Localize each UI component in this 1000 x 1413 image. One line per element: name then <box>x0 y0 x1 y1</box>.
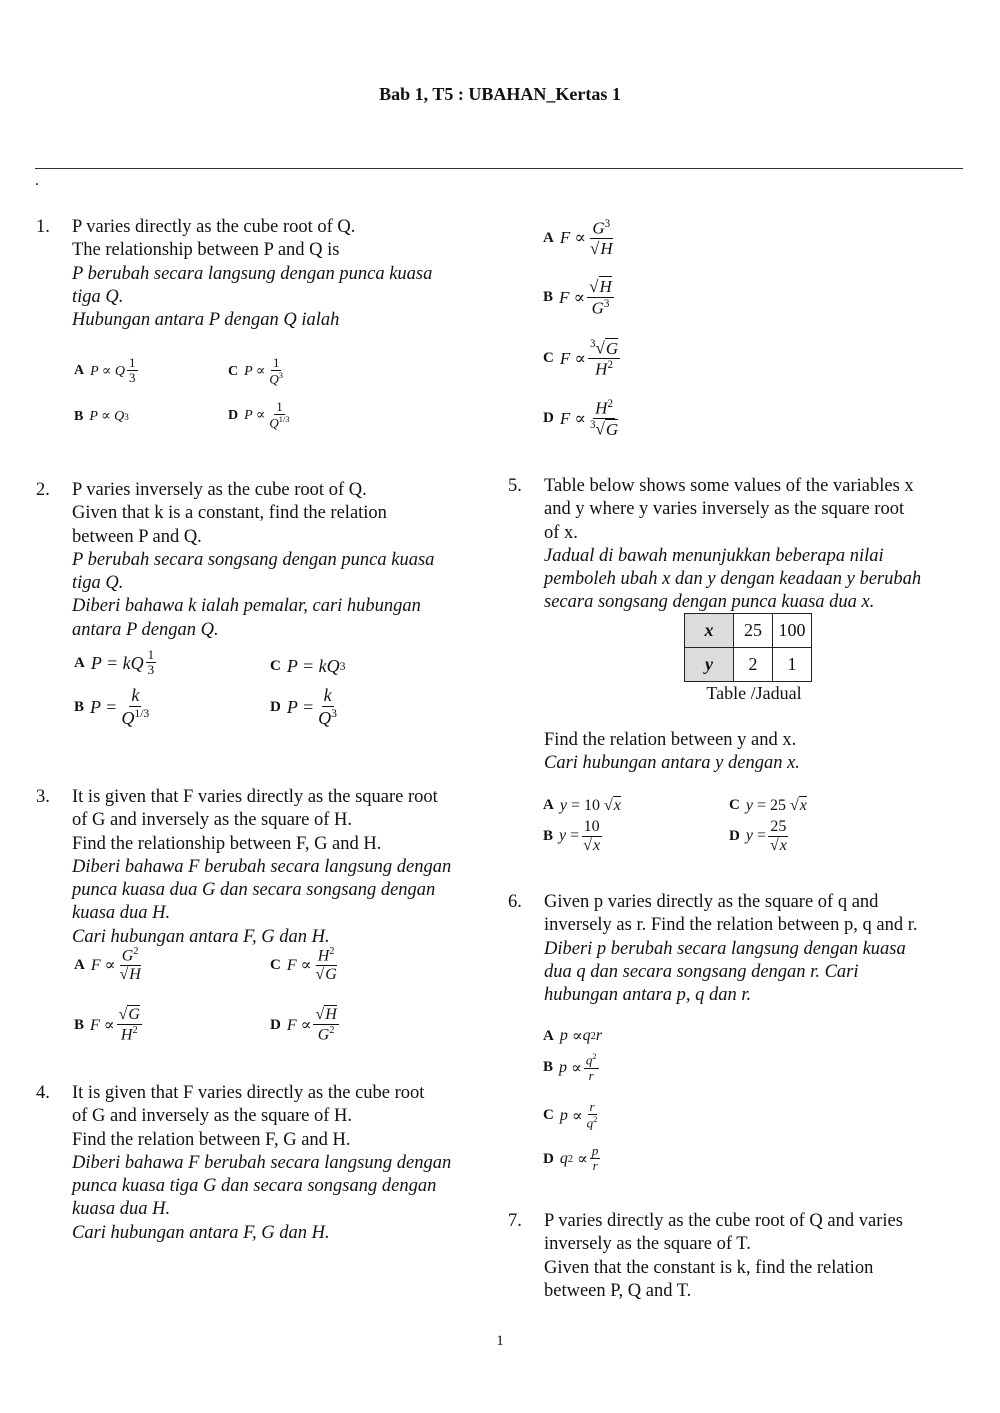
question-text <box>72 216 492 332</box>
question-line: of x. <box>544 522 578 543</box>
question-line: between P and Q. <box>72 526 202 547</box>
question-line: inversely as r. Find the relation between p, q and r. <box>544 915 918 936</box>
question-number: 1. <box>36 217 50 237</box>
option-c[interactable]: C p ∝ $\frac{r}{q^2}$ <box>543 1099 598 1131</box>
question-line: Given p varies directly as the square of q and <box>544 892 879 912</box>
question-line: P varies inversely as the cube root of Q. <box>72 480 367 500</box>
question-text <box>544 891 974 1007</box>
question-text <box>544 1210 974 1303</box>
option-d[interactable]: D F ∝ $\frac{√H}{G^2}$ <box>270 1006 337 1043</box>
question-line: Cari hubungan antara F, G dan H. <box>72 1222 330 1243</box>
question-line: Find the relation between F, G and H. <box>72 1129 351 1150</box>
question-1 <box>36 216 496 336</box>
option-c[interactable]: C P ∝ $\frac{1}{Q^3}$ <box>228 355 284 387</box>
question-line: tiga Q. <box>72 286 124 307</box>
table-cell: 1 <box>773 648 812 682</box>
option-a[interactable]: A p ∝ q 2 r <box>543 1027 603 1045</box>
table-cell: 25 <box>734 614 773 648</box>
question-text <box>72 1082 492 1245</box>
table-header-y: y <box>685 648 734 682</box>
option-d[interactable]: D P = $\frac{k}{Q^3}$ <box>270 685 338 728</box>
option-b[interactable]: B F ∝ $\frac{√G}{H^2}$ <box>74 1006 140 1043</box>
question-line: Given that k is a constant, find the relation <box>72 503 387 524</box>
question-line: between P, Q and T. <box>544 1280 692 1301</box>
option-d[interactable]: D P ∝ $\frac{1}{Q^{1/3}}$ <box>228 399 290 431</box>
question-line: P berubah secara langsung dengan punca kuasa <box>72 263 433 284</box>
question-line: P berubah secara songsang dengan punca kuasa <box>72 549 435 570</box>
option-b[interactable]: B P = $\frac{k}{Q^{1/3}}$ <box>74 685 150 728</box>
question-line: kuasa dua H. <box>72 1199 171 1220</box>
question-4-options <box>543 218 683 453</box>
option-a[interactable]: A P ∝ Q $\frac{1}{3}$ <box>74 355 136 386</box>
question-number: 3. <box>36 787 50 807</box>
question-number: 2. <box>36 480 50 500</box>
question-3-options <box>74 946 374 1056</box>
option-b[interactable]: B F ∝ $\frac{√H}{G^3}$ <box>543 277 612 318</box>
option-a[interactable]: A y = 10 √ x <box>543 796 621 814</box>
question-line: Given that the constant is k, find the relation <box>544 1257 874 1278</box>
question-7 <box>508 1210 968 1310</box>
question-4 <box>36 1082 496 1247</box>
header-divider <box>35 168 963 169</box>
question-line: dua q dan secara songsang dengan r. Cari <box>544 961 859 982</box>
question-line: Diberi bahawa k ialah pemalar, cari hubungan <box>72 596 421 617</box>
question-line: It is given that F varies directly as the cube root <box>72 1083 425 1103</box>
question-text <box>72 786 492 949</box>
question-line: punca kuasa tiga G dan secara songsang dengan <box>72 1176 437 1197</box>
question-number: 4. <box>36 1083 50 1103</box>
find-relation-en: Find the relation between y and x. <box>544 730 797 750</box>
option-d[interactable]: D F ∝ $\frac{H^2}{^3√G}$ <box>543 398 619 439</box>
table-caption: Table /Jadual <box>706 683 802 703</box>
header-dot: . <box>35 172 39 189</box>
question-6-options <box>543 1026 683 1186</box>
variable-table <box>684 613 812 682</box>
question-line: pemboleh ubah x dan y dengan keadaan y berubah <box>544 569 922 590</box>
option-b[interactable]: B P ∝ Q 3 <box>74 408 129 424</box>
option-c[interactable]: C y = 25 √ x <box>729 796 807 814</box>
question-line: and y where y varies inversely as the square root <box>544 499 905 520</box>
table-cell: 2 <box>734 648 773 682</box>
question-line: Diberi bahawa F berubah secara langsung dengan <box>72 1152 452 1173</box>
option-d[interactable]: D y = $\frac{25}{√x}$ <box>729 818 787 854</box>
question-line: Cari hubungan antara F, G dan H. <box>72 926 330 947</box>
question-line: Diberi bahawa F berubah secara langsung dengan <box>72 856 452 877</box>
question-line: antara P dengan Q. <box>72 619 219 640</box>
question-number: 5. <box>508 476 522 496</box>
option-c[interactable]: C F ∝ $\frac{H^2}{√G}$ <box>270 946 337 983</box>
page-title: Bab 1, T5 : UBAHAN_Kertas 1 <box>379 84 621 104</box>
question-line: of G and inversely as the square of H. <box>72 1106 352 1127</box>
question-text <box>544 475 974 615</box>
table-header-x: x <box>685 614 734 648</box>
question-5 <box>508 475 968 620</box>
option-b[interactable]: B p ∝ $\frac{q^2}{r}$ <box>543 1051 597 1083</box>
question-line: Diberi p berubah secara langsung dengan kuasa <box>544 938 906 959</box>
question-line: of G and inversely as the square of H. <box>72 810 352 831</box>
question-line: kuasa dua H. <box>72 903 171 924</box>
question-1-options <box>74 350 374 460</box>
find-relation-ms: Cari hubungan antara y dengan x. <box>544 753 800 773</box>
option-a[interactable]: A F ∝ $\frac{G^3}{√H}$ <box>543 218 613 259</box>
question-3 <box>36 786 496 951</box>
page-number: 1 <box>496 1333 504 1349</box>
question-2 <box>36 479 496 649</box>
question-text <box>72 479 492 642</box>
question-line: secara songsang dengan punca kuasa dua x. <box>544 592 875 613</box>
question-5-options <box>543 796 843 868</box>
question-6 <box>508 891 968 1011</box>
question-line: tiga Q. <box>72 573 124 594</box>
option-b[interactable]: B y = $\frac{10}{√x}$ <box>543 818 601 854</box>
question-line: punca kuasa dua G dan secara songsang dengan <box>72 880 436 901</box>
option-c[interactable]: C F ∝ $\frac{^3√G}{H^2}$ <box>543 338 619 379</box>
option-a[interactable]: A F ∝ $\frac{G^2}{√H}$ <box>74 946 141 983</box>
question-line: Hubungan antara P dengan Q ialah <box>72 310 340 331</box>
question-line: Table below shows some values of the variables x <box>544 476 914 496</box>
question-line: hubungan antara p, q dan r. <box>544 985 752 1006</box>
option-a[interactable]: A P = kQ $\frac{1}{3}$ <box>74 647 155 678</box>
question-2-options <box>74 648 404 758</box>
question-number: 7. <box>508 1211 522 1231</box>
question-line: The relationship between P and Q is <box>72 240 340 261</box>
question-line: Jadual di bawah menunjukkan beberapa nilai <box>544 545 884 566</box>
question-line: P varies directly as the cube root of Q. <box>72 217 356 237</box>
question-line: It is given that F varies directly as the square root <box>72 787 438 807</box>
question-line: inversely as the square of T. <box>544 1234 751 1255</box>
option-d[interactable]: D q 2 ∝ $\frac{p}{r}$ <box>543 1143 599 1174</box>
table-cell: 100 <box>773 614 812 648</box>
question-line: Find the relationship between F, G and H. <box>72 833 382 854</box>
option-c[interactable]: C P = kQ 3 <box>270 656 346 676</box>
question-number: 6. <box>508 892 522 912</box>
question-line: P varies directly as the cube root of Q and varies <box>544 1211 903 1231</box>
